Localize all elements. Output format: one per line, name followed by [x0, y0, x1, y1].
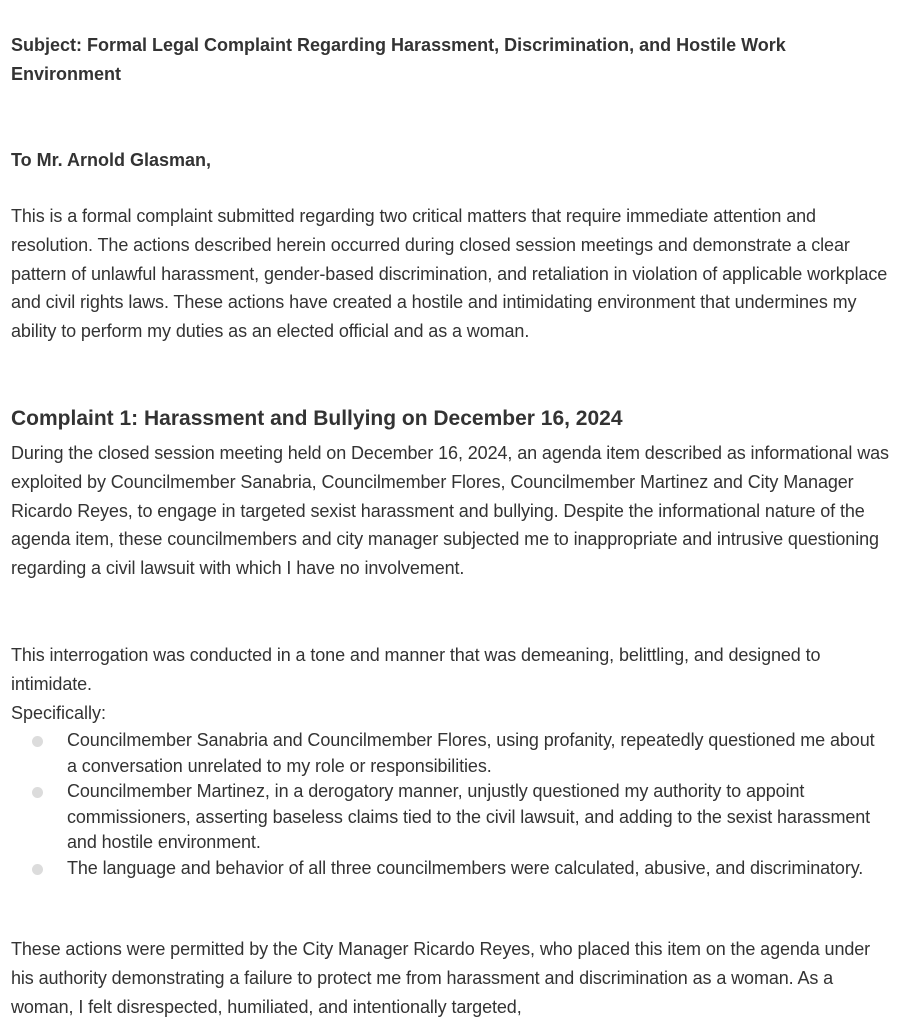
specifically-label: Specifically: [11, 703, 107, 723]
subject-line: Subject: Formal Legal Complaint Regarding Harassment, Discrimination, and Hostile Work Environment [11, 35, 786, 84]
bullet-icon [32, 864, 43, 875]
complaint-1-heading: Complaint 1: Harassment and Bullying on December 16, 2024 [11, 407, 623, 430]
bullet-icon [32, 787, 43, 798]
list-item [0, 728, 887, 779]
interrogation-paragraph: This interrogation was conducted in a tone and manner that was demeaning, belittling, and designed to intimidate. [11, 645, 821, 694]
list-item [0, 779, 887, 856]
list-item-text: Councilmember Sanabria and Councilmember Flores, using profanity, repeatedly questioned me about a conversation unrelated to my role or responsibilities. [67, 730, 875, 776]
complaint-1-bullet-list [0, 728, 900, 881]
greeting: To Mr. Arnold Glasman, [11, 150, 212, 170]
complaint-1-paragraph: During the closed session meeting held on December 16, 2024, an agenda item described as informational was exploited by Councilmember Sanabria, Councilmember Flores, Councilmember Martinez and City Manager Ricardo Reyes, to engage in targeted sexist harassment and bullying. Despite the informational nature of the agenda item, these councilmembers and city manager subjected me to inappropriate and intrusive questioning regarding a civil lawsuit with which I have no involvement. [11, 443, 889, 579]
permitted-paragraph: These actions were permitted by the City Manager Ricardo Reyes, who placed this item on the agenda under his authority demonstrating a failure to protect me from harassment and discrimination as a woman. As a woman, I felt disrespected, humiliated, and intentionally targeted, [11, 939, 871, 1017]
bullet-icon [32, 736, 43, 747]
list-item [0, 856, 887, 882]
list-item-text: The language and behavior of all three councilmembers were calculated, abusive, and discriminatory. [67, 857, 864, 878]
list-item-text: Councilmember Martinez, in a derogatory manner, unjustly questioned my authority to appoint commissioners, asserting baseless claims tied to the civil lawsuit, and adding to the sexist harassment and hostile environment. [67, 781, 871, 852]
intro-paragraph: This is a formal complaint submitted regarding two critical matters that require immediate attention and resolution. The actions described herein occurred during closed session meetings and demonstrate a clear pattern of unlawful harassment, gender-based discrimination, and retaliation in violation of applicable workplace and civil rights laws. These actions have created a hostile and intimidating environment that undermines my ability to perform my duties as an elected official and as a woman. [11, 206, 888, 342]
